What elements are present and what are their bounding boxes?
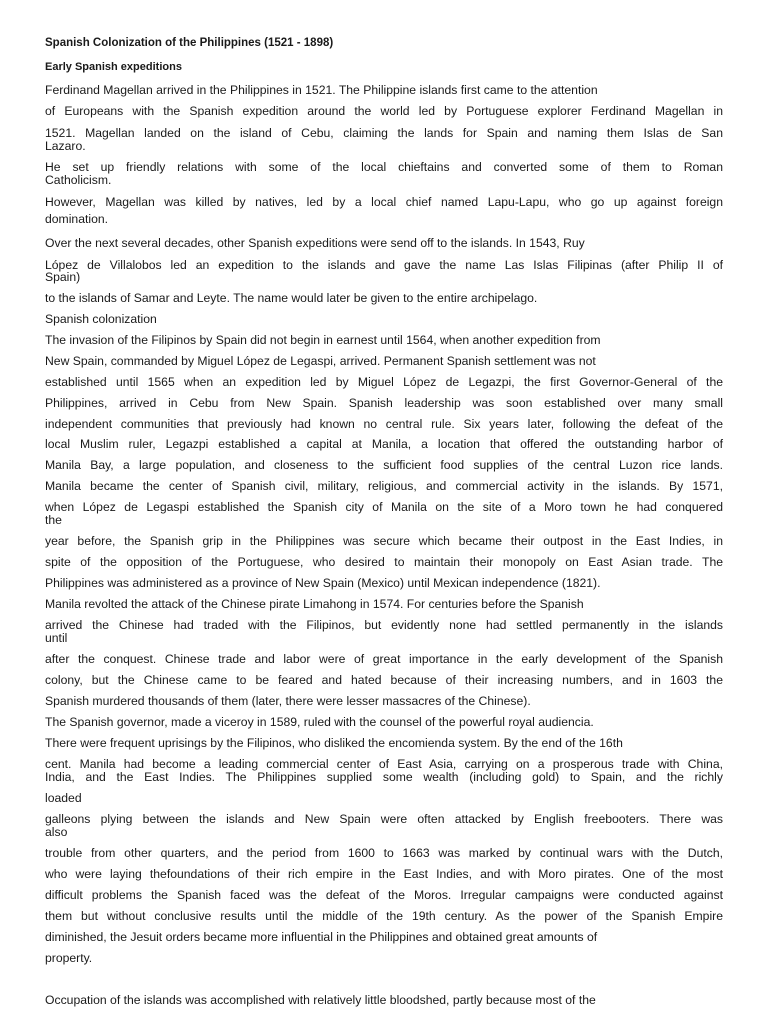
- body-line: the: [45, 513, 62, 527]
- body-line: Spanish colonization: [45, 312, 157, 326]
- body-line: The invasion of the Filipinos by Spain did not begin in earnest until 1564, when another expedition from: [45, 333, 601, 347]
- body-line: Manila revolted the attack of the Chinese pirate Limahong in 1574. For centuries before the Spanish: [45, 597, 584, 611]
- body-line: However, Magellan was killed by natives, led by a local chief named Lapu-Lapu, who go up against foreign: [45, 195, 723, 209]
- body-line: The Spanish governor, made a viceroy in 1589, ruled with the counsel of the powerful royal audiencia.: [45, 715, 594, 729]
- body-line: Over the next several decades, other Spanish expeditions were send off to the islands. In 1543, Ruy: [45, 236, 585, 250]
- body-line: independent communities that previously had known no central rule. Six years later, following the defeat of the: [45, 417, 723, 431]
- body-line: established until 1565 when an expedition led by Miguel López de Legazpi, the first Governor-General of the: [45, 375, 723, 389]
- body-line: Spain): [45, 270, 81, 284]
- body-line: also: [45, 825, 68, 839]
- body-line: difficult problems the Spanish faced was the defeat of the Moros. Irregular campaigns were conducted against: [45, 888, 723, 902]
- body-line: Philippines, arrived in Cebu from New Spain. Spanish leadership was soon established over many small: [45, 396, 723, 410]
- body-line: year before, the Spanish grip in the Philippines was secure which became their outpost in the East Indies, in: [45, 534, 723, 548]
- body-line: New Spain, commanded by Miguel López de Legaspi, arrived. Permanent Spanish settlement was not: [45, 354, 596, 368]
- body-line: galleons plying between the islands and New Spain were often attacked by English freebooters. There was: [45, 812, 723, 826]
- body-line: Manila became the center of Spanish civil, military, religious, and commercial activity in the islands. By 1571,: [45, 479, 723, 493]
- body-line: when López de Legaspi established the Spanish city of Manila on the site of a Moro town he had conquered: [45, 500, 723, 514]
- body-line: Occupation of the islands was accomplished with relatively little bloodshed, partly because most of the: [45, 993, 596, 1007]
- body-line: Ferdinand Magellan arrived in the Philippines in 1521. The Philippine islands first came to the attention: [45, 83, 598, 97]
- body-line: until: [45, 631, 68, 645]
- body-line: cent. Manila had become a leading commercial center of East Asia, carrying on a prosperous trade with China,: [45, 757, 723, 771]
- body-line: India, and the East Indies. The Philippines supplied some wealth (including gold) to Spain, and the richly: [45, 770, 723, 784]
- body-line: López de Villalobos led an expedition to the islands and gave the name Las Islas Filipinas (after Philip II of: [45, 258, 723, 272]
- body-line: to the islands of Samar and Leyte. The name would later be given to the entire archipelago.: [45, 291, 538, 305]
- body-line: Manila Bay, a large population, and closeness to the sufficient food supplies of the central Luzon rice lands.: [45, 458, 723, 472]
- body-line: who were laying thefoundations of their rich empire in the East Indies, and with Moro pirates. One of the most: [45, 867, 723, 881]
- body-line: diminished, the Jesuit orders became more influential in the Philippines and obtained great amounts of: [45, 930, 598, 944]
- body-line: of Europeans with the Spanish expedition around the world led by Portuguese explorer Ferdinand Magellan in: [45, 104, 723, 118]
- body-line: Spanish murdered thousands of them (later, there were lesser massacres of the Chinese).: [45, 694, 531, 708]
- body-line: trouble from other quarters, and the period from 1600 to 1663 was marked by continual wars with the Dutch,: [45, 846, 723, 860]
- body-line: 1521. Magellan landed on the island of Cebu, claiming the lands for Spain and naming them Islas de San: [45, 126, 723, 140]
- section-heading: Early Spanish expeditions: [45, 61, 182, 73]
- body-line: Catholicism.: [45, 173, 112, 187]
- body-line: local Muslim ruler, Legazpi established a capital at Manila, a location that offered the outstanding harbor of: [45, 437, 723, 451]
- body-line: Philippines was administered as a province of New Spain (Mexico) until Mexican independence (1821).: [45, 576, 601, 590]
- body-line: them but without conclusive results until the middle of the 19th century. As the power of the Spanish Empire: [45, 909, 723, 923]
- body-line: There were frequent uprisings by the Filipinos, who disliked the encomienda system. By the end of the 16th: [45, 736, 623, 750]
- body-line: property.: [45, 951, 93, 965]
- body-line: He set up friendly relations with some of the local chieftains and converted some of them to Roman: [45, 160, 723, 174]
- document-title: Spanish Colonization of the Philippines (1521 - 1898): [45, 37, 334, 49]
- body-line: Lazaro.: [45, 139, 86, 153]
- body-line: after the conquest. Chinese trade and labor were of great importance in the early development of the Spanish: [45, 652, 723, 666]
- body-line: domination.: [45, 212, 109, 226]
- body-line: colony, but the Chinese came to be feared and hated because of their increasing numbers, and in 1603 the: [45, 673, 723, 687]
- body-line: loaded: [45, 791, 82, 805]
- body-line: arrived the Chinese had traded with the Filipinos, but evidently none had settled permanently in the islands: [45, 618, 723, 632]
- body-line: spite of the opposition of the Portuguese, who desired to maintain their monopoly on East Asian trade. The: [45, 555, 723, 569]
